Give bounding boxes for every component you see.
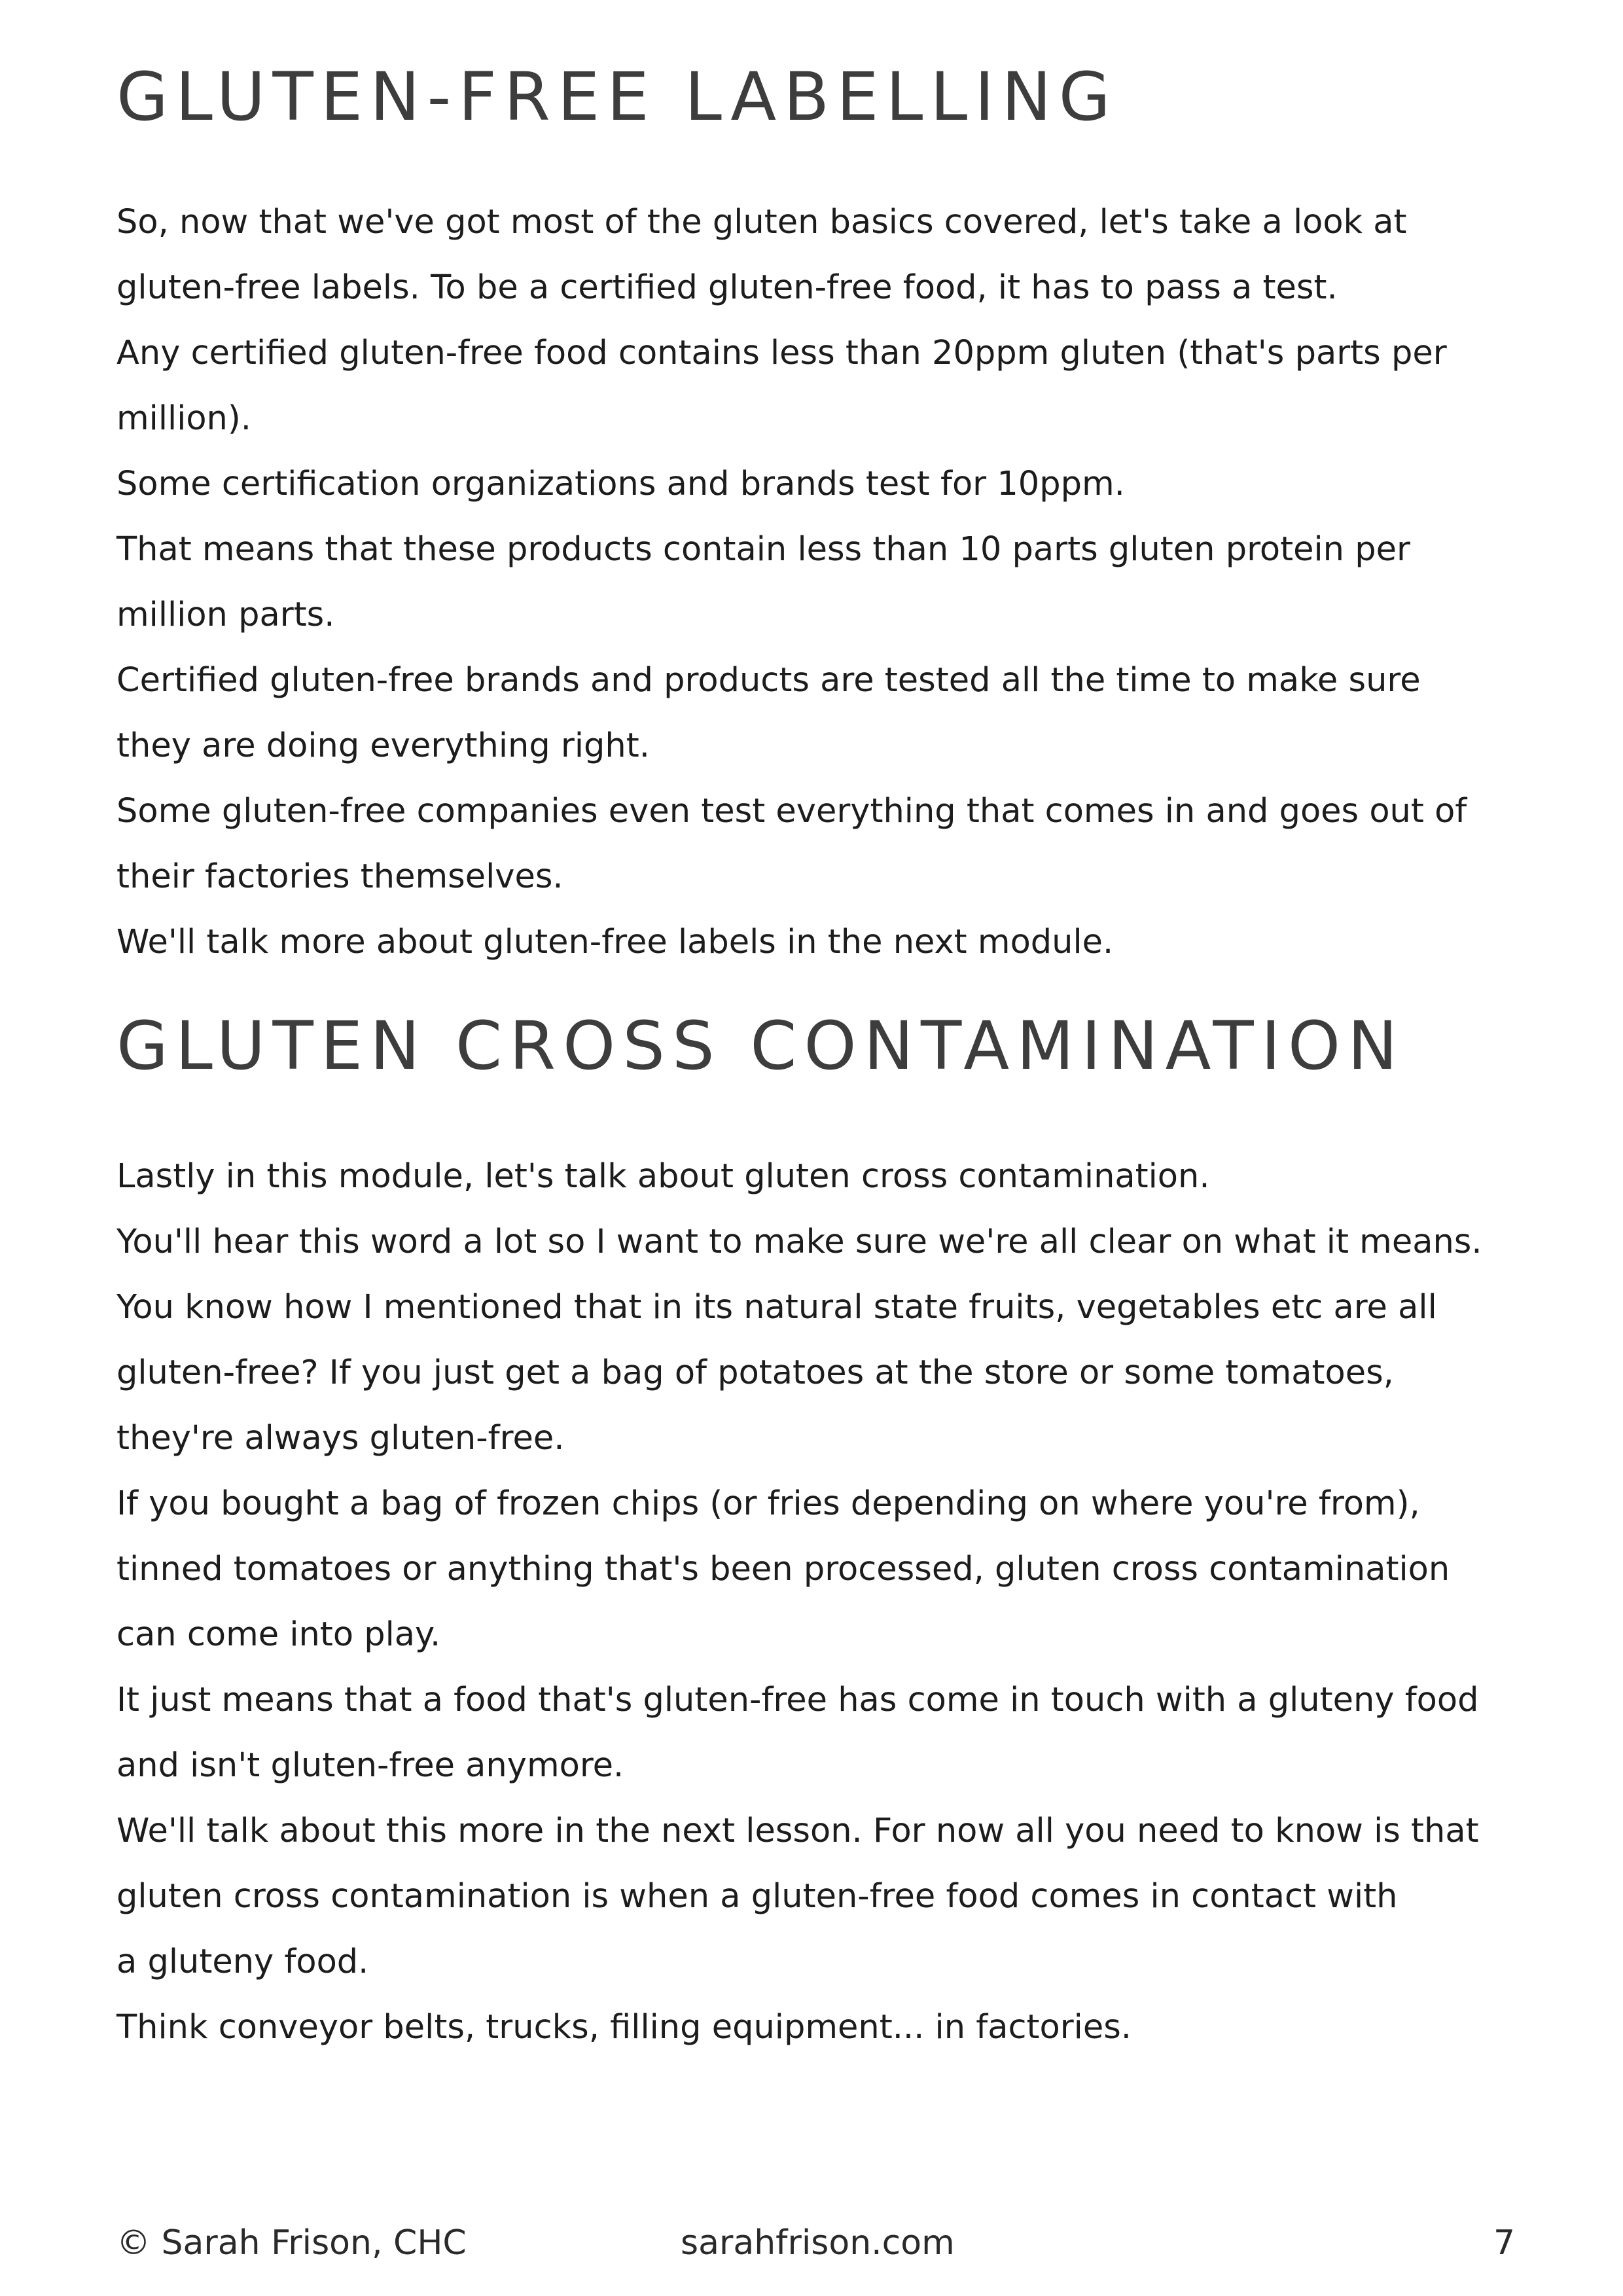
paragraph-line: and isn't gluten-free anymore. (116, 1746, 624, 1785)
paragraph-line: Any certified gluten-free food contains less than 20ppm gluten (that's parts per (116, 334, 1447, 372)
footer-website: sarahfrison.com (681, 2223, 955, 2263)
paragraph-line: they're always gluten-free. (116, 1419, 565, 1458)
paragraph-line: can come into play. (116, 1615, 441, 1654)
section-body-gluten-cross-contamination (116, 1144, 1482, 2060)
paragraph-line: We'll talk about this more in the next lesson. For now all you need to know is that (116, 1812, 1479, 1850)
paragraph-line: Think conveyor belts, trucks, filling equipment... in factories. (116, 2008, 1132, 2047)
section-heading-gluten-free-labelling: GLUTEN-FREE LABELLING (116, 58, 1118, 136)
paragraph-line: Lastly in this module, let's talk about gluten cross contamination. (116, 1157, 1210, 1196)
paragraph-line: If you bought a bag of frozen chips (or fries depending on where you're from), (116, 1484, 1420, 1523)
paragraph-line: million parts. (116, 596, 335, 634)
paragraph-line: Some gluten-free companies even test everything that comes in and goes out of (116, 792, 1467, 831)
paragraph-line: It just means that a food that's gluten-free has come in touch with a gluteny food (116, 1681, 1479, 1719)
section-heading-gluten-cross-contamination: GLUTEN CROSS CONTAMINATION (116, 1007, 1405, 1085)
paragraph-line: their factories themselves. (116, 857, 563, 896)
paragraph-line: That means that these products contain less than 10 parts gluten protein per (116, 530, 1410, 569)
paragraph-line: gluten-free? If you just get a bag of potatoes at the store or some tomatoes, (116, 1354, 1394, 1392)
paragraph-line: tinned tomatoes or anything that's been processed, gluten cross contamination (116, 1550, 1450, 1588)
paragraph-line: Some certification organizations and brands test for 10ppm. (116, 465, 1125, 503)
paragraph-line: gluten cross contamination is when a gluten-free food comes in contact with (116, 1877, 1398, 1916)
paragraph-line: You know how I mentioned that in its natural state fruits, vegetables etc are all (116, 1288, 1437, 1327)
paragraph-line: they are doing everything right. (116, 726, 650, 765)
paragraph-line: You'll hear this word a lot so I want to make sure we're all clear on what it means. (116, 1223, 1482, 1261)
footer-copyright: © Sarah Frison, CHC (116, 2223, 467, 2263)
paragraph-line: gluten-free labels. To be a certified gluten-free food, it has to pass a test. (116, 268, 1338, 307)
section-body-gluten-free-labelling (116, 190, 1467, 975)
page-number: 7 (1493, 2223, 1516, 2263)
paragraph-line: We'll talk more about gluten-free labels in the next module. (116, 923, 1114, 961)
paragraph-line: So, now that we've got most of the gluten basics covered, let's take a look at (116, 203, 1407, 242)
paragraph-line: a gluteny food. (116, 1943, 369, 1981)
paragraph-line: million). (116, 399, 251, 438)
paragraph-line: Certified gluten-free brands and products are tested all the time to make sure (116, 661, 1421, 700)
